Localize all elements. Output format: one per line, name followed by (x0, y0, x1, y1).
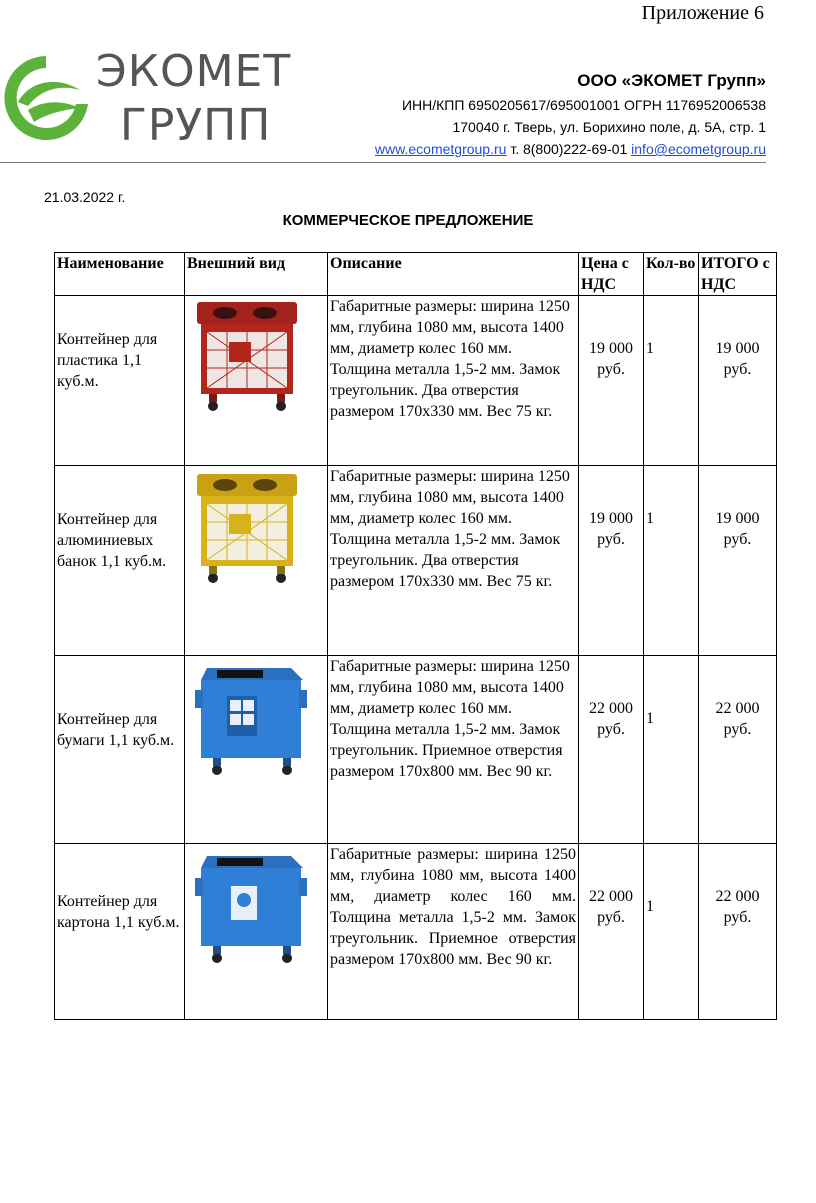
table-row (55, 466, 777, 656)
company-block (375, 70, 766, 160)
header-total: ИТОГО с НДС (699, 253, 777, 296)
product-image-cell (185, 844, 328, 1020)
product-name: Контейнер для пластика 1,1 куб.м. (55, 296, 185, 466)
product-price: 19 000 руб. (579, 466, 644, 656)
product-image-cell (185, 296, 328, 466)
header-name: Наименование (55, 253, 185, 296)
header-price: Цена с НДС (579, 253, 644, 296)
company-phone: т. 8(800)222-69-01 (506, 141, 632, 157)
header-description: Описание (328, 253, 579, 296)
product-total: 22 000 руб. (699, 656, 777, 844)
logo-text-line2: ГРУПП (120, 100, 272, 151)
email-link[interactable]: info@ecometgroup.ru (631, 141, 766, 157)
offer-table (54, 252, 777, 1020)
table-header-row (55, 253, 777, 296)
table-row (55, 656, 777, 844)
appendix-label: Приложение 6 (641, 2, 764, 24)
product-name: Контейнер для картона 1,1 куб.м. (55, 844, 185, 1020)
document-date: 21.03.2022 г. (44, 189, 126, 205)
product-total: 22 000 руб. (699, 844, 777, 1020)
document-title: КОММЕРЧЕСКОЕ ПРЕДЛОЖЕНИЕ (282, 212, 534, 229)
product-price: 19 000 руб. (579, 296, 644, 466)
table-row (55, 844, 777, 1020)
website-link[interactable]: www.ecometgroup.ru (374, 141, 507, 157)
company-address: 170040 г. Тверь, ул. Борихино поле, д. 5А, стр. 1 (452, 119, 766, 135)
ecomet-logo-icon (0, 50, 92, 146)
product-description: Габаритные размеры: ширина 1250 мм, глубина 1080 мм, высота 1400 мм, диаметр колес 160 мм. Толщина металла 1,5-2 мм. Замок треугольник. Приемное отверстия размером 170х800 мм. Вес 90 кг. (328, 844, 579, 1020)
logo-text-line1: ЭКОМЕТ (96, 46, 292, 97)
company-ids: ИНН/КПП 6950205617/695001001 ОГРН 1176952006538 (401, 97, 766, 113)
product-description: Габаритные размеры: ширина 1250 мм, глубина 1080 мм, высота 1400 мм, диаметр колес 160 мм. Толщина металла 1,5-2 мм. Замок треугольник. Приемное отверстия размером 170х800 мм. Вес 90 кг. (328, 656, 579, 844)
blue-container-image (187, 658, 309, 783)
product-name: Контейнер для бумаги 1,1 куб.м. (55, 656, 185, 844)
yellow-container-image (187, 468, 309, 593)
blue-container-image (187, 846, 309, 971)
product-image-cell (185, 656, 328, 844)
header-image: Внешний вид (185, 253, 328, 296)
company-name: ООО «ЭКОМЕТ Групп» (577, 71, 766, 90)
product-total: 19 000 руб. (699, 466, 777, 656)
product-total: 19 000 руб. (699, 296, 777, 466)
product-name: Контейнер для алюминиевых банок 1,1 куб.м. (55, 466, 185, 656)
product-price: 22 000 руб. (579, 656, 644, 844)
table-row (55, 296, 777, 466)
header-divider (0, 162, 766, 163)
product-price: 22 000 руб. (579, 844, 644, 1020)
red-container-image (187, 298, 309, 423)
product-qty: 1 (644, 656, 699, 844)
company-contacts (375, 138, 766, 160)
product-description: Габаритные размеры: ширина 1250 мм, глубина 1080 мм, высота 1400 мм, диаметр колес 160 мм. Толщина металла 1,5-2 мм. Замок треугольник. Два отверстия размером 170х330 мм. Вес 75 кг. (328, 296, 579, 466)
product-qty: 1 (644, 296, 699, 466)
product-description: Габаритные размеры: ширина 1250 мм, глубина 1080 мм, высота 1400 мм, диаметр колес 160 мм. Толщина металла 1,5-2 мм. Замок треугольник. Два отверстия размером 170х330 мм. Вес 75 кг. (328, 466, 579, 656)
product-qty: 1 (644, 844, 699, 1020)
product-qty: 1 (644, 466, 699, 656)
header-qty: Кол-во (644, 253, 699, 296)
product-image-cell (185, 466, 328, 656)
